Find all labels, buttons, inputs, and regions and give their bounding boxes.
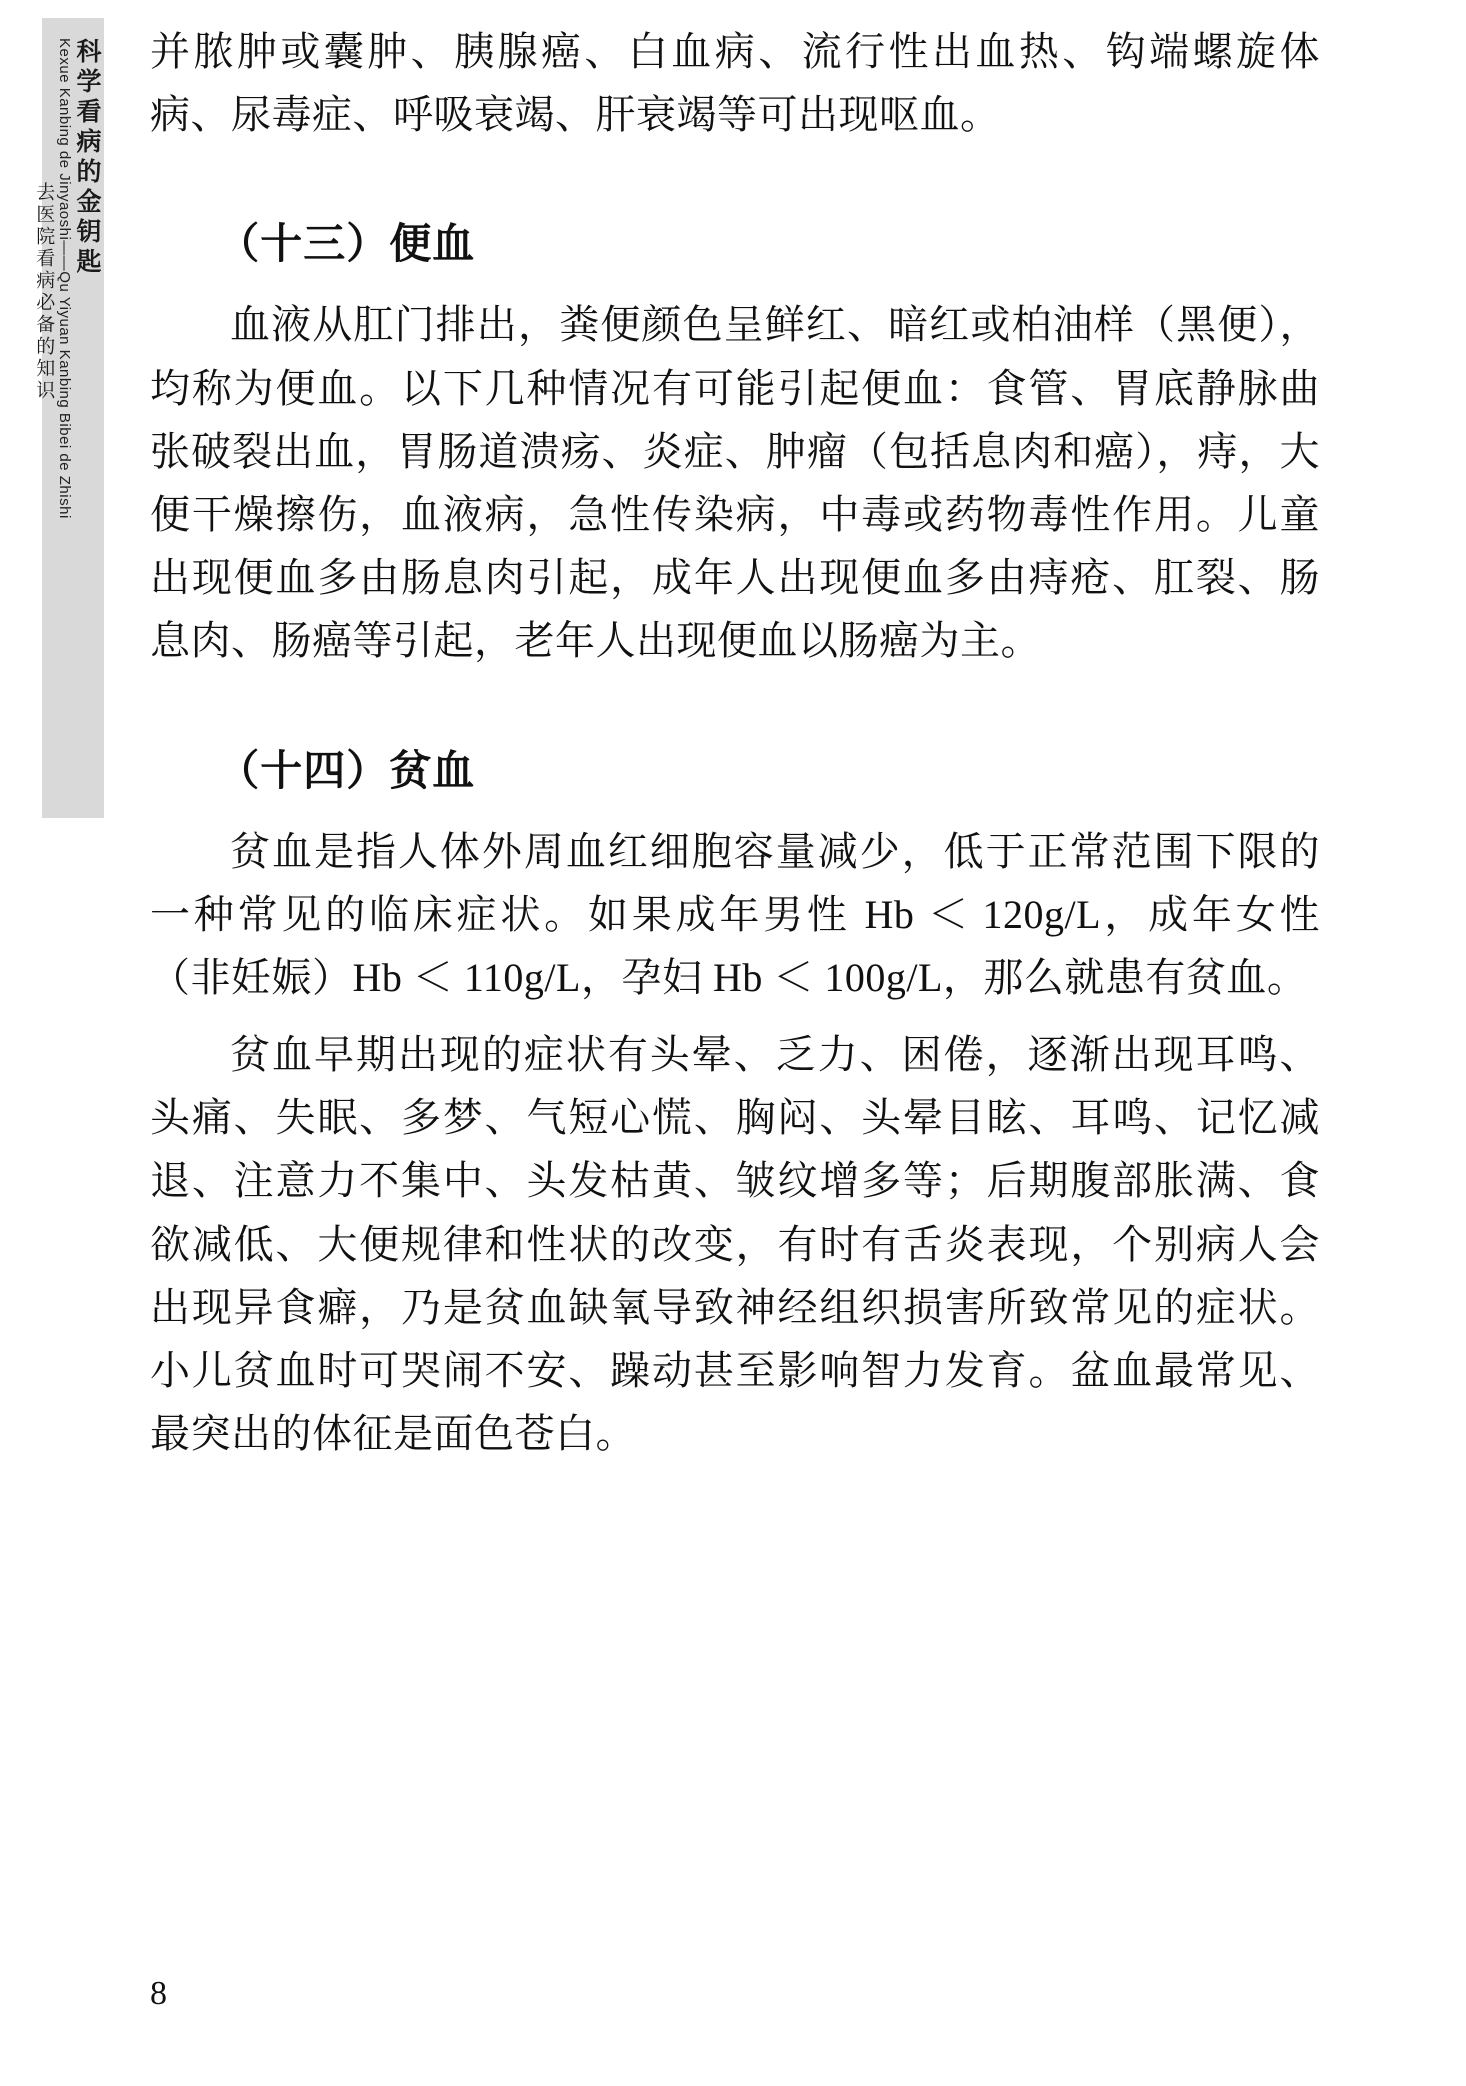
section-heading-14: （十四）贫血 <box>217 748 476 795</box>
section-13-paragraph-1: 血液从肛门排出，粪便颜色呈鲜红、暗红或柏油样（黑便），均称为便血。以下几种情况有可能引起便血：食管、胃底静脉曲张破裂出血，胃肠道溃疡、炎症、肿瘤（包括息肉和癌），痔，大便干燥擦伤，血液病，急性传染病，中毒或药物毒性作用。儿童出现便血多由肠息肉引起，成年人出现便血多由痔疮、肛裂、肠息肉、肠癌等引起，老年人出现便血以肠癌为主。 <box>150 302 1320 664</box>
book-subtitle-vertical: 去医院看病必备的知识 <box>33 182 56 402</box>
book-title-vertical: 科学看病的金钥匙 <box>73 38 102 278</box>
section-heading-13: （十三）便血 <box>217 222 476 269</box>
section-14-paragraph-2: 贫血早期出现的症状有头晕、乏力、困倦，逐渐出现耳鸣、头痛、失眠、多梦、气短心慌、胸闷、头晕目眩、耳鸣、记忆减退、注意力不集中、头发枯黄、皱纹增多等；后期腹部胀满、食欲减低、大便规律和性状的改变，有时有舌炎表现，个别病人会出现异食癖，乃是贫血缺氧导致神经组织损害所致常见的症状。小儿贫血时可哭闹不安、躁动甚至影响智力发育。盆血最常见、最突出的体征是面色苍白。 <box>150 1032 1320 1457</box>
running-head-sidebar <box>33 18 104 818</box>
spacer <box>150 1009 1320 1023</box>
section-14-paragraph-1: 贫血是指人体外周血红细胞容量减少，低于正常范围下限的一种常见的临床症状。如果成年男性 Hb ＜ 120g/L，成年女性（非妊娠）Hb ＜ 110g/L，孕妇 Hb ＜ 100g/L，那么就患有贫血。 <box>150 828 1320 1000</box>
paragraph-continued: 并脓肿或囊肿、胰腺癌、白血病、流行性出血热、钩端螺旋体病、尿毒症、呼吸衰竭、肝衰竭等可出现呕血。 <box>150 29 1320 138</box>
spacer <box>150 146 1320 172</box>
page-number: 8 <box>150 1975 167 2012</box>
page-content <box>150 20 1320 1465</box>
book-title-romanization: Kexue Kanbing de Jinyaoshi——Qu Yiyuan Kanbing Bibei de Zhishi <box>55 38 73 519</box>
spacer <box>150 673 1320 699</box>
